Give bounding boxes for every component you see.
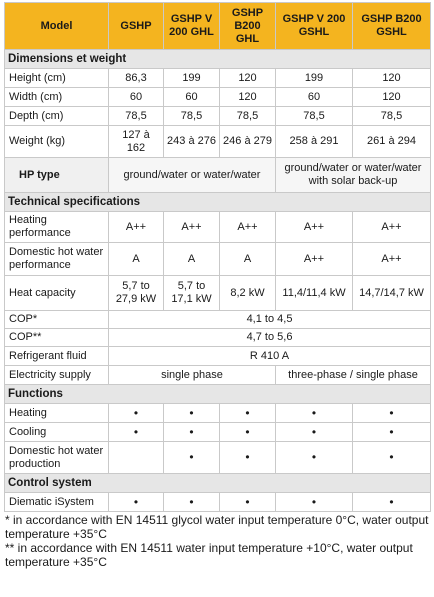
cell: A++ (353, 212, 431, 243)
row-label: COP* (5, 311, 109, 329)
table-row (5, 329, 431, 347)
row-label-hp-type: HP type (5, 158, 109, 193)
cell: A++ (276, 212, 353, 243)
cell: 199 (276, 69, 353, 88)
cell: 120 (353, 88, 431, 107)
bullet-cell: • (220, 442, 276, 474)
header-gshp-v200-ghl: GSHP V 200 GHL (164, 3, 220, 50)
bullet-cell: • (276, 442, 353, 474)
cell: 4,1 to 4,5 (109, 311, 431, 329)
cell: three-phase / single phase (276, 366, 431, 385)
table-row (5, 158, 431, 193)
cell: A (220, 243, 276, 276)
bullet-cell: • (353, 404, 431, 423)
bullet-cell: • (220, 404, 276, 423)
cell: 60 (109, 88, 164, 107)
table-row (5, 69, 431, 88)
section-row (5, 193, 431, 212)
bullet-cell: • (164, 493, 220, 512)
cell: 120 (353, 69, 431, 88)
row-label: Height (cm) (5, 69, 109, 88)
table-row (5, 243, 431, 276)
table-row (5, 311, 431, 329)
row-label: Refrigerant fluid (5, 347, 109, 366)
cell: 8,2 kW (220, 276, 276, 311)
footnotes (4, 513, 430, 569)
row-label: Domestic hot water production (5, 442, 109, 474)
cell: 120 (220, 88, 276, 107)
cell: A (164, 243, 220, 276)
cell: 11,4/11,4 kW (276, 276, 353, 311)
cell: 78,5 (109, 107, 164, 126)
cell: 60 (276, 88, 353, 107)
cell: 78,5 (276, 107, 353, 126)
cell-hp-type-gshl: ground/water or water/water with solar back-up (276, 158, 431, 193)
table-row (5, 493, 431, 512)
section-technical: Technical specifications (5, 193, 431, 212)
cell: 78,5 (164, 107, 220, 126)
header-row (5, 3, 431, 50)
row-label: Heat capacity (5, 276, 109, 311)
row-label: Depth (cm) (5, 107, 109, 126)
cell: A++ (220, 212, 276, 243)
row-label: Diematic iSystem (5, 493, 109, 512)
table-row (5, 212, 431, 243)
row-label: COP** (5, 329, 109, 347)
section-row (5, 385, 431, 404)
table-row (5, 366, 431, 385)
header-gshp-b200-gshl: GSHP B200 GSHL (353, 3, 431, 50)
cell: 5,7 to 27,9 kW (109, 276, 164, 311)
table-row (5, 88, 431, 107)
bullet-cell: • (220, 493, 276, 512)
bullet-cell: • (276, 423, 353, 442)
cell: A++ (164, 212, 220, 243)
spec-table-container (4, 2, 430, 569)
row-label: Weight (kg) (5, 126, 109, 158)
table-row (5, 404, 431, 423)
table-row (5, 126, 431, 158)
cell: 127 à 162 (109, 126, 164, 158)
cell: single phase (109, 366, 276, 385)
cell: 120 (220, 69, 276, 88)
row-label: Heating performance (5, 212, 109, 243)
footnote-cop-double: ** in accordance with EN 14511 water input temperature +10°C, water output temperature +35°C (5, 541, 413, 569)
row-label: Heating (5, 404, 109, 423)
bullet-cell: • (353, 423, 431, 442)
bullet-cell: • (164, 404, 220, 423)
section-control: Control system (5, 474, 431, 493)
bullet-cell: • (109, 493, 164, 512)
bullet-cell: • (353, 442, 431, 474)
spec-table (4, 2, 431, 512)
header-gshp: GSHP (109, 3, 164, 50)
cell: A++ (109, 212, 164, 243)
section-dimensions: Dimensions et weight (5, 50, 431, 69)
bullet-cell: • (276, 493, 353, 512)
section-row (5, 474, 431, 493)
cell: 86,3 (109, 69, 164, 88)
cell: 4,7 to 5,6 (109, 329, 431, 347)
row-label: Domestic hot water performance (5, 243, 109, 276)
section-functions: Functions (5, 385, 431, 404)
header-gshp-v200-gshl: GSHP V 200 GSHL (276, 3, 353, 50)
cell: A++ (353, 243, 431, 276)
cell-hp-type-ghl: ground/water or water/water (109, 158, 276, 193)
bullet-cell: • (109, 423, 164, 442)
row-label: Cooling (5, 423, 109, 442)
cell: A (109, 243, 164, 276)
table-row (5, 442, 431, 474)
cell: 14,7/14,7 kW (353, 276, 431, 311)
cell: 258 à 291 (276, 126, 353, 158)
table-row (5, 276, 431, 311)
bullet-cell: • (164, 423, 220, 442)
bullet-cell: • (276, 404, 353, 423)
footnote-cop: * in accordance with EN 14511 glycol water input temperature 0°C, water output temperature +35°C (5, 513, 429, 541)
cell: 199 (164, 69, 220, 88)
cell: A++ (276, 243, 353, 276)
bullet-cell: • (164, 442, 220, 474)
row-label: Electricity supply (5, 366, 109, 385)
table-row (5, 423, 431, 442)
cell: 243 à 276 (164, 126, 220, 158)
bullet-cell: • (353, 493, 431, 512)
bullet-cell (109, 442, 164, 474)
cell: 78,5 (220, 107, 276, 126)
header-gshp-b200-ghl: GSHP B200 GHL (220, 3, 276, 50)
bullet-cell: • (220, 423, 276, 442)
bullet-cell: • (109, 404, 164, 423)
table-row (5, 347, 431, 366)
cell: R 410 A (109, 347, 431, 366)
section-row (5, 50, 431, 69)
cell: 60 (164, 88, 220, 107)
header-model: Model (5, 3, 109, 50)
cell: 246 à 279 (220, 126, 276, 158)
cell: 78,5 (353, 107, 431, 126)
cell: 5,7 to 17,1 kW (164, 276, 220, 311)
cell: 261 à 294 (353, 126, 431, 158)
table-row (5, 107, 431, 126)
row-label: Width (cm) (5, 88, 109, 107)
